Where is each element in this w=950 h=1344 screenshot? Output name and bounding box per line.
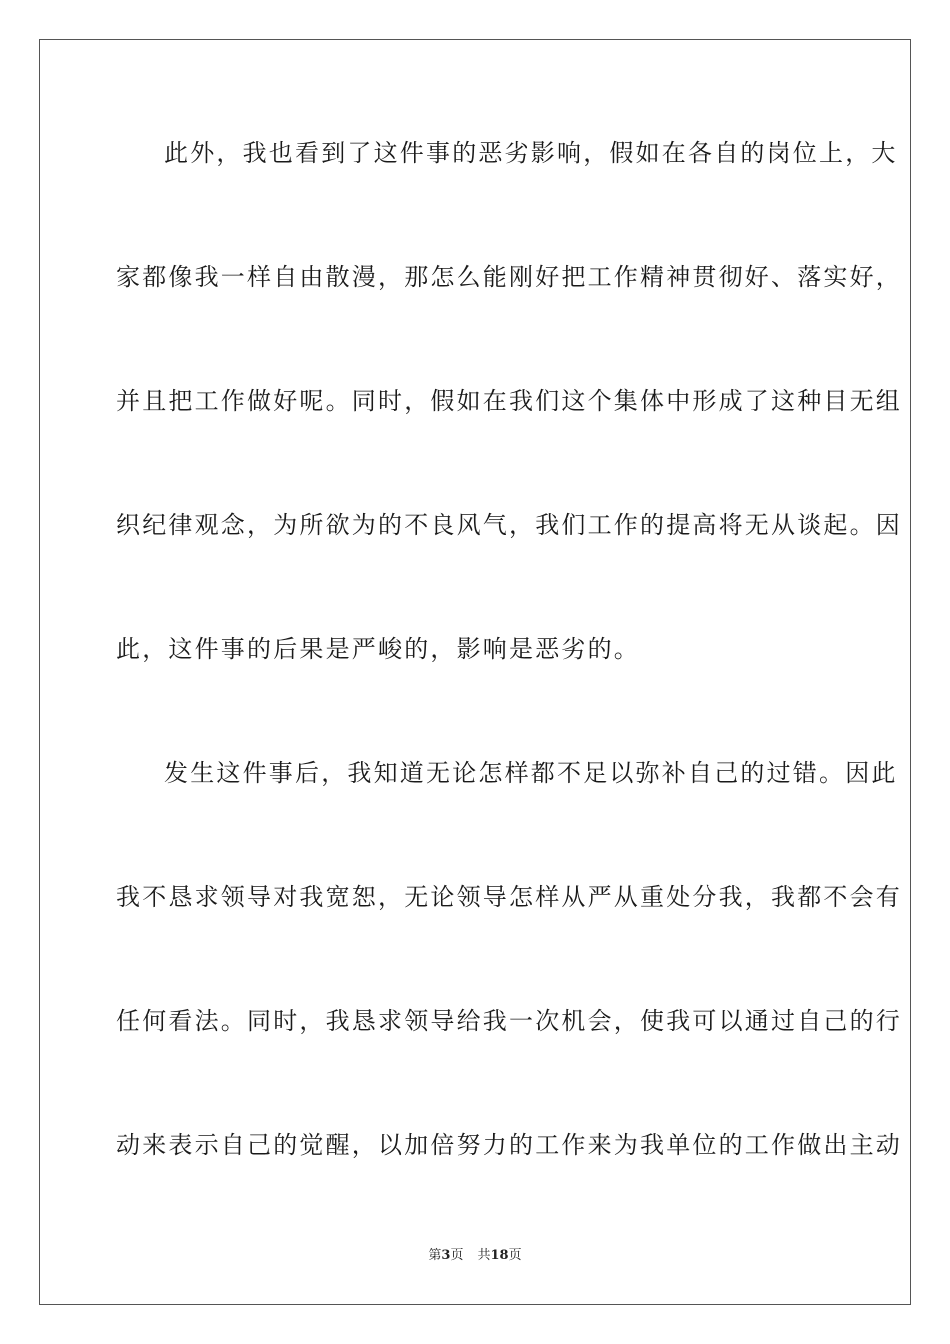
paragraph-line: 此，这件事的后果是严峻的，影响是恶劣的。 [116,635,640,663]
paragraph-line: 发生这件事后，我知道无论怎样都不足以弥补自己的过错。因此 [164,759,898,787]
paragraph-line: 并且把工作做好呢。同时，假如在我们这个集体中形成了这种目无组 [116,387,902,415]
page-label-prefix: 第 [428,1248,442,1263]
paragraph-line: 任何看法。同时，我恳求领导给我一次机会，使我可以通过自己的行 [116,1007,902,1035]
page-number: 3 [441,1248,451,1263]
paragraph-line: 家都像我一样自由散漫，那怎么能刚好把工作精神贯彻好、落实好， [116,263,902,291]
total-label-suffix: 页 [508,1248,522,1263]
total-pages: 18 [490,1248,509,1263]
paragraph-line: 织纪律观念，为所欲为的不良风气，我们工作的提高将无从谈起。因 [116,511,902,539]
page-label-suffix: 页 [450,1248,464,1263]
total-label-prefix: 共 [477,1248,491,1263]
paragraph-line: 我不恳求领导对我宽恕，无论领导怎样从严从重处分我，我都不会有 [116,883,902,911]
page-frame [39,39,911,1305]
paragraph-line: 动来表示自己的觉醒，以加倍努力的工作来为我单位的工作做出主动 [116,1131,902,1159]
paragraph-line: 此外，我也看到了这件事的恶劣影响，假如在各自的岗位上，大 [164,139,898,167]
page-footer [0,1246,950,1266]
